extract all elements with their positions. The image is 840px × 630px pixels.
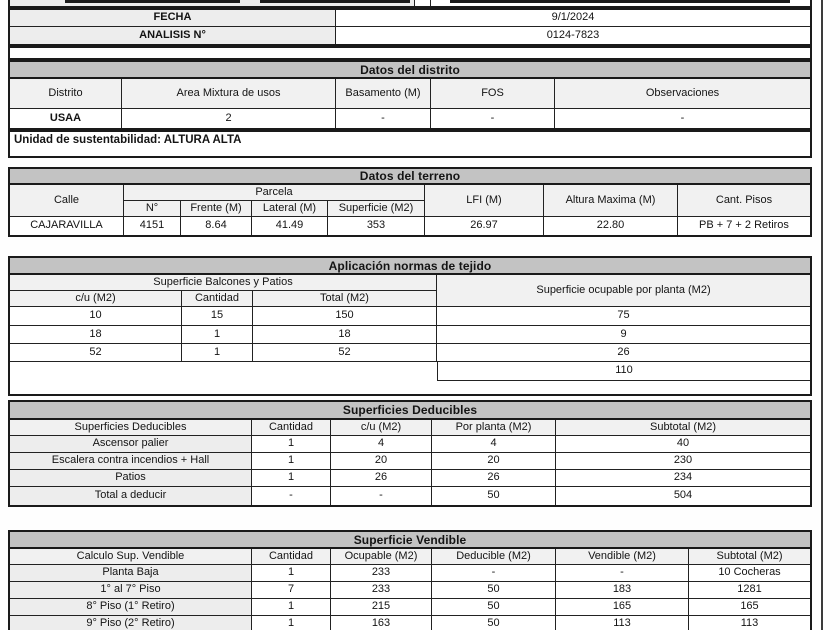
col-header-subtotal: Subtotal (M2) <box>556 420 810 436</box>
col-header-ocupable-por-planta: Superficie ocupable por planta (M2) <box>437 275 810 307</box>
cell-area-mixtura-value: 2 <box>122 109 336 128</box>
col-header-cant-pisos: Cant. Pisos <box>678 185 810 217</box>
table-cell: 150 <box>253 307 437 326</box>
table-cell: 50 <box>432 487 556 505</box>
col-header-calle: Calle <box>10 185 124 217</box>
table-cell: 50 <box>432 616 556 630</box>
table-cell: 1 <box>182 326 253 344</box>
datos-del-terreno-table <box>8 167 812 237</box>
section-title-distrito: Datos del distrito <box>10 62 810 79</box>
col-header-altura-maxima: Altura Maxima (M) <box>544 185 678 217</box>
cell-ocupable-total: 110 <box>437 362 810 381</box>
table-cell: 215 <box>331 599 432 616</box>
row-label: Ascensor palier <box>10 436 252 453</box>
cell-superficie-value: 353 <box>328 217 425 235</box>
col-header-superficies-deducibles: Superficies Deducibles <box>10 420 252 436</box>
row-label: 1° al 7° Piso <box>10 582 252 599</box>
table-cell: 52 <box>253 344 437 362</box>
table-cell: 18 <box>253 326 437 344</box>
col-header-numero: N° <box>124 201 181 217</box>
clipped-top-mid-cell <box>415 0 431 6</box>
table-cell: 165 <box>689 599 810 616</box>
col-header-ocupable: Ocupable (M2) <box>331 549 432 565</box>
table-cell: 4 <box>331 436 432 453</box>
table-cell: - <box>331 487 432 505</box>
col-header-cantidad: Cantidad <box>182 291 253 307</box>
table-cell: 163 <box>331 616 432 630</box>
table-cell: 52 <box>10 344 182 362</box>
table-cell: 165 <box>556 599 689 616</box>
superficie-vendible-table <box>8 530 812 630</box>
row-label: Planta Baja <box>10 565 252 582</box>
table-cell: 233 <box>331 565 432 582</box>
table-cell: 183 <box>556 582 689 599</box>
section-title-deducibles: Superficies Deducibles <box>10 402 810 420</box>
sustentabilidad-box <box>8 130 812 158</box>
table-cell: 10 <box>10 307 182 326</box>
analisis-value: 0124-7823 <box>336 27 810 44</box>
analisis-label: ANALISIS N° <box>10 27 336 44</box>
section-title-terreno: Datos del terreno <box>10 169 810 185</box>
table-cell: 1 <box>252 599 331 616</box>
col-header-total: Total (M2) <box>253 291 437 307</box>
table-cell: - <box>432 565 556 582</box>
table-cell: 4 <box>432 436 556 453</box>
clipped-text-fragment <box>450 0 790 3</box>
page-edge-line <box>821 0 823 630</box>
col-header-cu: c/u (M2) <box>10 291 182 307</box>
col-header-cantidad: Cantidad <box>252 420 331 436</box>
table-cell: 233 <box>331 582 432 599</box>
col-header-deducible: Deducible (M2) <box>432 549 556 565</box>
table-cell: 20 <box>432 453 556 470</box>
table-cell: 113 <box>689 616 810 630</box>
table-cell: 7 <box>252 582 331 599</box>
col-header-lfi: LFI (M) <box>425 185 544 217</box>
fecha-label: FECHA <box>10 10 336 27</box>
section-title-vendible: Superficie Vendible <box>10 532 810 549</box>
table-cell: 1 <box>252 436 331 453</box>
col-header-basamento: Basamento (M) <box>336 79 431 109</box>
cell-observaciones-value: - <box>555 109 810 128</box>
row-label: Patios <box>10 470 252 487</box>
table-cell: 234 <box>556 470 810 487</box>
col-header-cu: c/u (M2) <box>331 420 432 436</box>
table-cell: 1 <box>252 565 331 582</box>
table-cell: 1 <box>252 453 331 470</box>
table-cell: 113 <box>556 616 689 630</box>
table-cell: - <box>252 487 331 505</box>
fecha-value: 9/1/2024 <box>336 10 810 27</box>
row-label: Total a deducir <box>10 487 252 505</box>
col-group-balcones-patios: Superficie Balcones y Patios <box>10 275 437 291</box>
clipped-top-row <box>8 0 812 8</box>
col-header-area-mixtura: Area Mixtura de usos <box>122 79 336 109</box>
fecha-analisis-table <box>8 8 812 46</box>
table-cell: 50 <box>432 599 556 616</box>
cell-numero-value: 4151 <box>124 217 181 235</box>
section-title-tejido: Aplicación normas de tejido <box>10 258 810 275</box>
cell-basamento-value: - <box>336 109 431 128</box>
cell-cant-pisos-value: PB + 7 + 2 Retiros <box>678 217 810 235</box>
table-cell: 1 <box>182 344 253 362</box>
table-cell: 20 <box>331 453 432 470</box>
clipped-text-fragment <box>260 0 410 3</box>
table-cell: 18 <box>10 326 182 344</box>
cell-distrito-value: USAA <box>10 109 122 128</box>
col-header-cantidad: Cantidad <box>252 549 331 565</box>
cell-altura-maxima-value: 22.80 <box>544 217 678 235</box>
normas-de-tejido-table <box>8 256 812 396</box>
col-header-superficie: Superficie (M2) <box>328 201 425 217</box>
datos-del-distrito-table <box>8 60 812 130</box>
col-header-subtotal: Subtotal (M2) <box>689 549 810 565</box>
cell-calle-value: CAJARAVILLA <box>10 217 124 235</box>
table-cell: 15 <box>182 307 253 326</box>
table-cell: 1281 <box>689 582 810 599</box>
cell-fos-value: - <box>431 109 555 128</box>
row-label: 8° Piso (1° Retiro) <box>10 599 252 616</box>
table-cell: 1 <box>252 616 331 630</box>
superficies-deducibles-table <box>8 400 812 507</box>
table-cell: 10 Cocheras <box>689 565 810 582</box>
col-group-parcela: Parcela <box>124 185 425 201</box>
table-cell: 26 <box>437 344 810 362</box>
table-cell: 230 <box>556 453 810 470</box>
sustentabilidad-text: Unidad de sustentabilidad: ALTURA ALTA <box>14 134 242 146</box>
col-header-observaciones: Observaciones <box>555 79 810 109</box>
col-header-frente: Frente (M) <box>181 201 252 217</box>
empty-spacer-row <box>8 46 812 60</box>
table-cell: 26 <box>432 470 556 487</box>
col-header-calculo: Calculo Sup. Vendible <box>10 549 252 565</box>
table-cell: - <box>556 565 689 582</box>
blank-cell <box>10 362 437 381</box>
col-header-vendible: Vendible (M2) <box>556 549 689 565</box>
col-header-por-planta: Por planta (M2) <box>432 420 556 436</box>
cell-frente-value: 8.64 <box>181 217 252 235</box>
table-cell: 40 <box>556 436 810 453</box>
row-label: 9° Piso (2° Retiro) <box>10 616 252 630</box>
cell-lateral-value: 41.49 <box>252 217 328 235</box>
table-cell: 26 <box>331 470 432 487</box>
col-header-fos: FOS <box>431 79 555 109</box>
table-cell: 50 <box>432 582 556 599</box>
row-label: Escalera contra incendios + Hall <box>10 453 252 470</box>
clipped-text-fragment <box>65 0 240 3</box>
table-cell: 9 <box>437 326 810 344</box>
col-header-distrito: Distrito <box>10 79 122 109</box>
blank-strip <box>10 381 810 394</box>
table-cell: 504 <box>556 487 810 505</box>
cell-lfi-value: 26.97 <box>425 217 544 235</box>
table-cell: 1 <box>252 470 331 487</box>
col-header-lateral: Lateral (M) <box>252 201 328 217</box>
table-cell: 75 <box>437 307 810 326</box>
